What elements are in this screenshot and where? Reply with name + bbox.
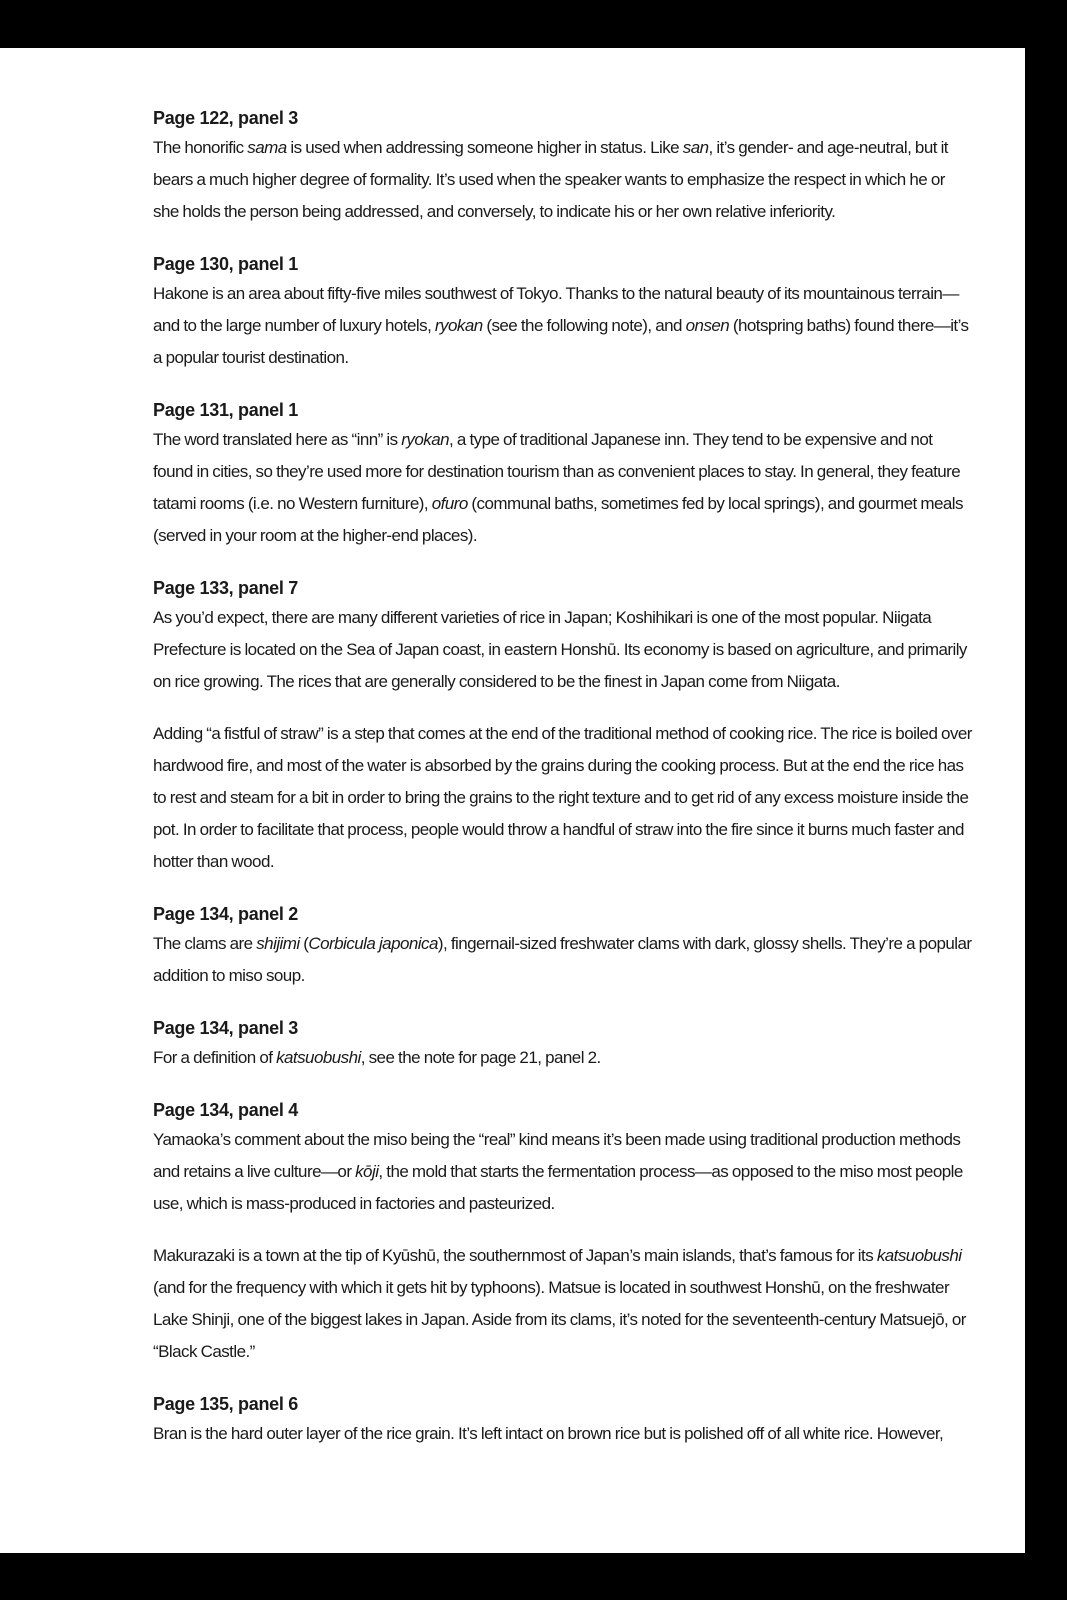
text-run: (communal baths, sometimes fed by local springs), and gourmet meals (served in your room at the higher-end places).	[153, 494, 963, 545]
note-heading: Page 134, panel 4	[153, 1100, 298, 1120]
note-heading: Page 131, panel 1	[153, 400, 298, 420]
text-run: ), fingernail-sized freshwater clams with dark, glossy shells. They’re a popular addition to miso soup.	[153, 934, 972, 985]
note-paragraph	[153, 602, 973, 698]
note-paragraph	[153, 132, 973, 228]
italic-term: ofuro	[431, 494, 468, 513]
text-run: For a definition of	[153, 1048, 277, 1067]
text-run: As you’d expect, there are many different varieties of rice in Japan; Koshihikari is one of the most popular. Niigata Prefecture is located on the Sea of Japan coast, in eastern Honshū. Its economy is based on agriculture, and primarily on rice growing. The rices that are generally considered to be the finest in Japan come from Niigata.	[153, 608, 967, 691]
note-heading: Page 133, panel 7	[153, 578, 298, 598]
note-section	[153, 396, 973, 552]
note-section	[153, 900, 973, 992]
note-paragraph	[153, 1124, 973, 1220]
italic-term: Corbicula japonica	[308, 934, 438, 953]
italic-term: ryokan	[401, 430, 450, 449]
italic-term: shijimi	[256, 934, 300, 953]
note-section	[153, 574, 973, 878]
note-paragraph	[153, 1042, 973, 1074]
note-heading: Page 130, panel 1	[153, 254, 298, 274]
italic-term: ryokan	[434, 316, 483, 335]
text-run: Makurazaki is a town at the tip of Kyūshū, the southernmost of Japan’s main islands, that’s famous for its	[153, 1246, 877, 1265]
text-run: The honorific	[153, 138, 248, 157]
note-heading: Page 122, panel 3	[153, 108, 298, 128]
text-run: Yamaoka’s comment about the miso being the “real” kind means it’s been made using traditional production methods and retains a live culture—or	[153, 1130, 961, 1181]
italic-term: kōji	[355, 1162, 379, 1181]
italic-term: katsuobushi	[276, 1048, 361, 1067]
note-heading: Page 135, panel 6	[153, 1394, 298, 1414]
text-run: , the mold that starts the fermentation process—as opposed to the miso most people use, which is mass-produced in factories and pasteurized.	[153, 1162, 963, 1213]
text-run: Adding “a fistful of straw” is a step that comes at the end of the traditional method of cooking rice. The rice is boiled over hardwood fire, and most of the water is absorbed by the grains during the cooking process. But at the end the rice has to rest and steam for a bit in order to bring the grains to the right texture and to get rid of any excess moisture inside the pot. In order to facilitate that process, people would throw a handful of straw into the fire since it burns much faster and hotter than wood.	[153, 724, 972, 871]
note-heading: Page 134, panel 3	[153, 1018, 298, 1038]
text-run: is used when addressing someone higher in status. Like	[286, 138, 683, 157]
text-run: Bran is the hard outer layer of the rice grain. It’s left intact on brown rice but is polished off of all white rice. However,	[153, 1424, 944, 1443]
text-run: , see the note for page 21, panel 2.	[360, 1048, 601, 1067]
italic-term: katsuobushi	[876, 1246, 962, 1265]
text-run: , a type of traditional Japanese inn. They tend to be expensive and not found in cities, so they’re used more for destination tourism than as convenient places to stay. In general, they feature tatami rooms (i.e. no Western furniture),	[153, 430, 961, 513]
text-run: The word translated here as “inn” is	[153, 430, 402, 449]
note-paragraph	[153, 1240, 973, 1368]
document-page	[0, 48, 1025, 1553]
note-paragraph	[153, 718, 973, 878]
note-paragraph	[153, 928, 973, 992]
text-run: (and for the frequency with which it gets hit by typhoons). Matsue is located in southwest Honshū, on the freshwater Lake Shinji, one of the biggest lakes in Japan. Aside from its clams, it’s noted for the seventeenth-century Matsuejō, or “Black Castle.”	[153, 1278, 966, 1361]
note-section	[153, 1390, 973, 1450]
note-paragraph	[153, 424, 973, 552]
note-paragraph	[153, 1418, 973, 1450]
italic-term: onsen	[685, 316, 730, 335]
note-section	[153, 1014, 973, 1074]
italic-term: san	[682, 138, 709, 157]
note-section	[153, 250, 973, 374]
note-paragraph	[153, 278, 973, 374]
text-run: Hakone is an area about fifty-five miles southwest of Tokyo. Thanks to the natural beauty of its mountainous terrain—and to the large number of luxury hotels,	[153, 284, 959, 335]
text-run: , it’s gender- and age-neutral, but it bears a much higher degree of formality. It’s used when the speaker wants to emphasize the respect in which he or she holds the person being addressed, and conversely, to indicate his or her own relative inferiority.	[153, 138, 948, 221]
text-run: (hotspring baths) found there—it’s a popular tourist destination.	[153, 316, 969, 367]
note-heading: Page 134, panel 2	[153, 904, 298, 924]
note-section	[153, 104, 973, 228]
text-run: (see the following note), and	[482, 316, 686, 335]
translation-notes	[153, 104, 973, 1472]
note-section	[153, 1096, 973, 1368]
text-run: (	[299, 934, 309, 953]
text-run: The clams are	[153, 934, 257, 953]
italic-term: sama	[247, 138, 287, 157]
